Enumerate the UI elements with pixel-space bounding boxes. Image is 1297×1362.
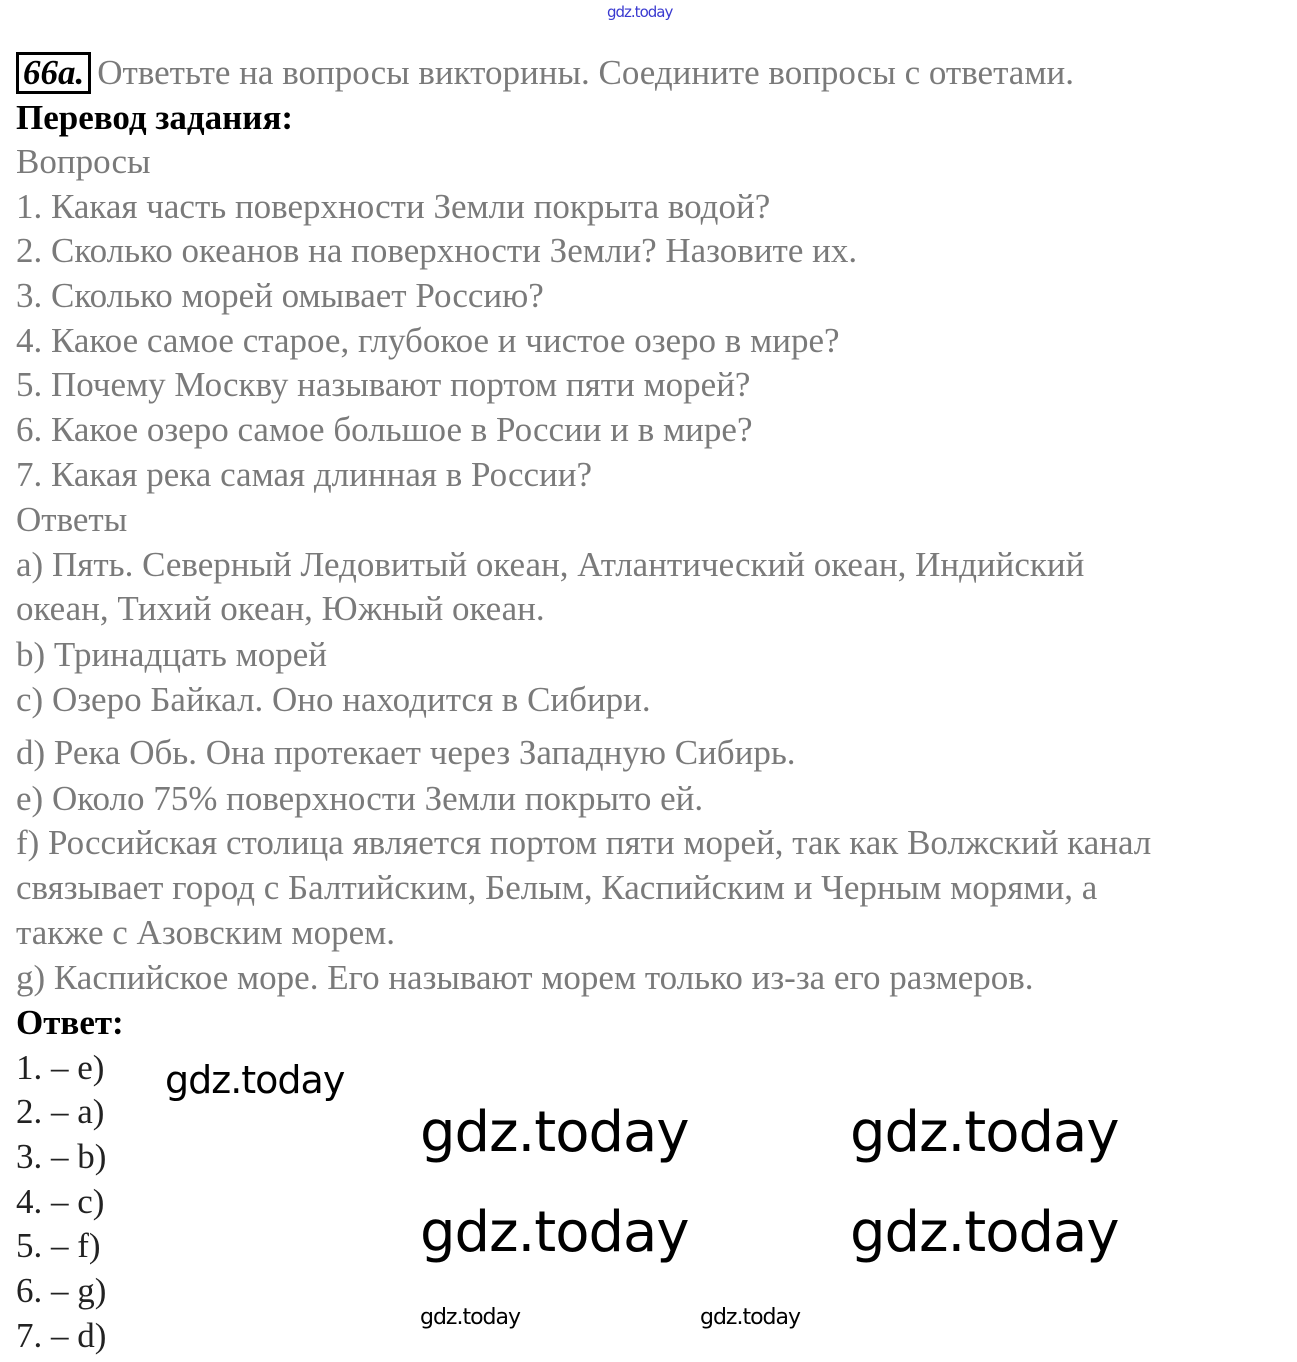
watermark: gdz.today xyxy=(700,1305,801,1330)
watermark: gdz.today xyxy=(420,1305,521,1330)
answer-option: c) Озеро Байкал. Оно находится в Сибири. xyxy=(16,680,651,719)
solution-item: 1. – e) xyxy=(16,1048,105,1087)
solution-item: 5. – f) xyxy=(16,1226,101,1265)
exercise-number: 66a. xyxy=(16,52,91,94)
question: 2. Сколько океанов на поверхности Земли? Назовите их. xyxy=(16,231,858,270)
question: 3. Сколько морей омывает Россию? xyxy=(16,276,544,315)
translation-heading: Перевод задания: xyxy=(16,98,294,137)
solution-item: 6. – g) xyxy=(16,1271,107,1310)
question: 1. Какая часть поверхности Земли покрыта водой? xyxy=(16,187,771,226)
answer-option: связывает город с Балтийским, Белым, Каспийским и Черным морями, а xyxy=(16,868,1098,907)
answer-option: g) Каспийское море. Его называют морем только из-за его размеров. xyxy=(16,958,1034,997)
solution-item: 7. – d) xyxy=(16,1316,107,1355)
solution-heading: Ответ: xyxy=(16,1003,124,1042)
question: 5. Почему Москву называют портом пяти морей? xyxy=(16,365,751,404)
answer-option: f) Российская столица является портом пяти морей, так как Волжский канал xyxy=(16,823,1152,862)
watermark: gdz.today xyxy=(165,1058,345,1102)
instruction: Ответьте на вопросы викторины. Соедините вопросы с ответами. xyxy=(97,53,1074,92)
question: 4. Какое самое старое, глубокое и чистое озеро в мире? xyxy=(16,321,840,360)
solution-item: 2. – a) xyxy=(16,1092,105,1131)
answer-option: e) Около 75% поверхности Земли покрыто ей. xyxy=(16,779,704,818)
answer-option: океан, Тихий океан, Южный океан. xyxy=(16,589,545,628)
watermark-top: gdz.today xyxy=(607,3,673,21)
watermark: gdz.today xyxy=(850,1100,1119,1165)
answers-heading: Ответы xyxy=(16,500,128,539)
solution-item: 4. – c) xyxy=(16,1182,105,1221)
watermark: gdz.today xyxy=(420,1100,689,1165)
question: 7. Какая река самая длинная в России? xyxy=(16,455,593,494)
watermark: gdz.today xyxy=(850,1200,1119,1265)
answer-option: a) Пять. Северный Ледовитый океан, Атлантический океан, Индийский xyxy=(16,545,1085,584)
watermark: gdz.today xyxy=(420,1200,689,1265)
exercise-header xyxy=(16,52,1074,94)
answer-option: также с Азовским морем. xyxy=(16,913,396,952)
question: 6. Какое озеро самое большое в России и в мире? xyxy=(16,410,753,449)
solution-item: 3. – b) xyxy=(16,1137,107,1176)
questions-heading: Вопросы xyxy=(16,142,151,181)
answer-option: b) Тринадцать морей xyxy=(16,635,328,674)
answer-option: d) Река Обь. Она протекает через Западную Сибирь. xyxy=(16,733,796,772)
